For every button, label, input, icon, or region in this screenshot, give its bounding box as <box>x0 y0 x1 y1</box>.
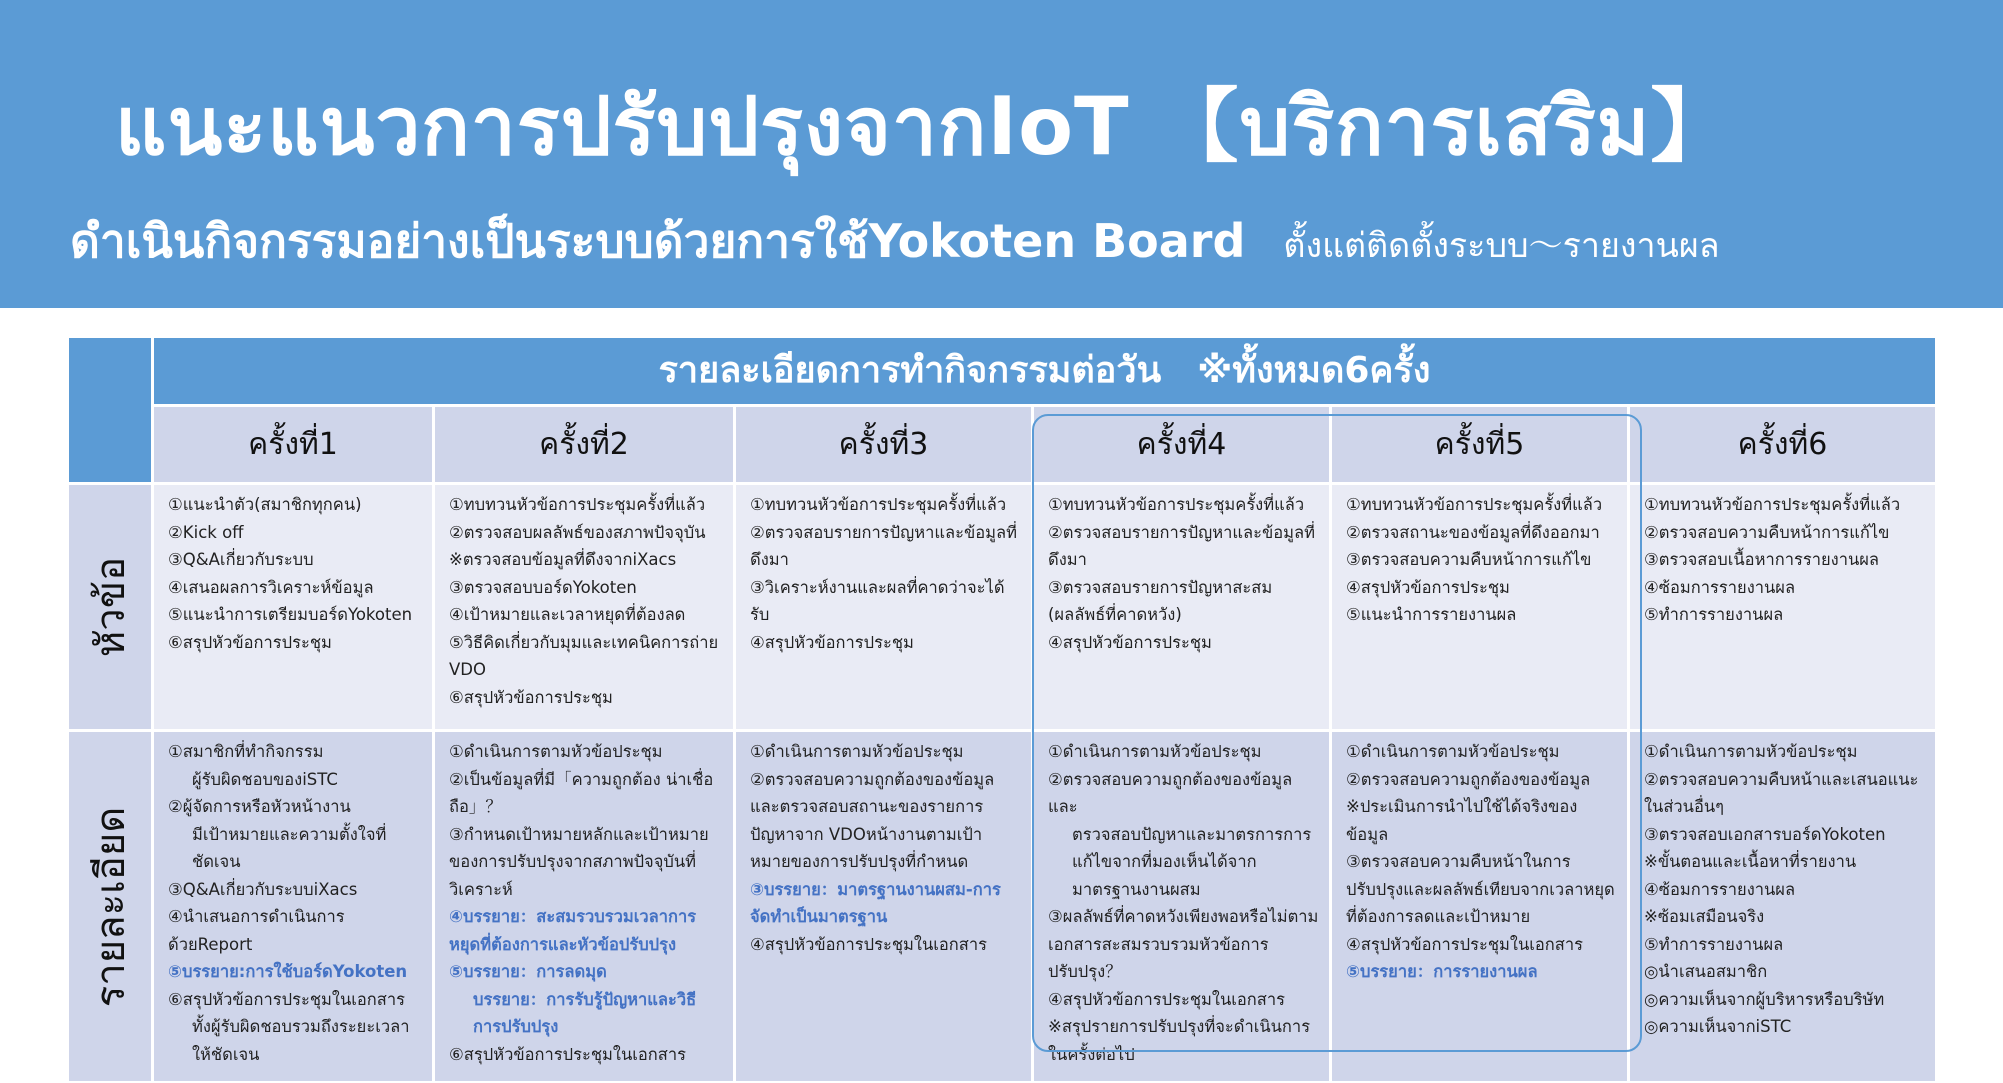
list-item: ①ดำเนินการตามหัวข้อประชุม <box>1048 742 1262 761</box>
list-item: ⑤แนะนำการรายงานผล <box>1346 605 1517 624</box>
list-item: ②ตรวจสอบความถูกต้องของข้อมูลและตรวจสอบสถานะของรายการปัญหาจาก VDOหน้างานตามเป้าหมายของการปรับปรุงที่กำหนด <box>750 769 995 871</box>
list-item: มีเป้าหมายและความตั้งใจที่ชัดเจน <box>192 824 387 871</box>
list-item: ⑥สรุปหัวข้อการประชุม <box>449 687 613 707</box>
list-item: ④บรรยาย：สะสมรวบรวมเวลาการหยุดที่ต้องการและหัวข้อปรับปรุง <box>449 907 697 954</box>
table-cell <box>1630 485 1935 729</box>
list-item: ※ขั้นตอนและเนื้อหาที่รายงาน <box>1644 852 1857 871</box>
list-item: ①ทบทวนหัวข้อการประชุมครั้งที่แล้ว <box>1346 495 1603 514</box>
page-subtitle <box>70 205 1720 278</box>
row-label-text: รายละเอียด <box>88 806 134 1007</box>
list-item: ⑤บรรยาย:การใช้บอร์ดYokoten <box>168 962 408 981</box>
list-item: ④สรุปหัวข้อการประชุม <box>1346 577 1510 597</box>
list-item: ③ตรวจสอบความคืบหน้าการแก้ไข <box>1346 550 1592 569</box>
list-item: ②ตรวจสอบความคืบหน้าการแก้ไข <box>1644 522 1890 542</box>
list-item: ②ตรวจสอบความคืบหน้าและเสนอแนะในส่วนอื่นๆ <box>1644 769 1919 816</box>
list-item: ◎นำเสนอสมาชิก <box>1644 962 1768 981</box>
list-item: ⑥สรุปหัวข้อการประชุมในเอกสาร <box>168 989 405 1009</box>
list-item: ③ตรวจสอบความคืบหน้าในการปรับปรุงและผลลัพธ์เทียบจากเวลาหยุดที่ต้องการลดและเป้าหมาย <box>1346 852 1615 926</box>
list-item: ③ผลลัพธ์ที่คาดหวังเพียงพอหรือไม่ตามเอกสารสะสมรวบรวมหัวข้อการปรับปรุง？ <box>1048 907 1319 981</box>
row-label-topics <box>69 485 151 729</box>
list-item: ①ดำเนินการตามหัวข้อประชุม <box>750 742 964 761</box>
list-item: ③ตรวจสอบรายการปัญหาสะสม (ผลลัพธ์ที่คาดหวัง) <box>1048 577 1278 624</box>
list-item: ③บรรยาย：มาตรฐานงานผสม-การจัดทำเป็นมาตรฐาน <box>750 879 1001 926</box>
list-item: ⑤บรรยาย：การรายงานผล <box>1346 962 1538 981</box>
column-header: ครั้งที่5 <box>1332 407 1627 482</box>
list-item: ⑤บรรยาย：การลดมุด <box>449 962 607 981</box>
table-cell <box>435 732 733 1081</box>
table-cell <box>1034 732 1329 1081</box>
list-item: ④สรุปหัวข้อการประชุม <box>750 632 914 652</box>
list-item: ⑤แนะนำการเตรียมบอร์ดYokoten <box>168 605 413 624</box>
page-title: แนะแนวการปรับปรุงจากIoT 【บริการเสริม】 <box>115 80 1732 173</box>
activity-table <box>69 338 1935 1081</box>
list-item: ②Kick off <box>168 522 244 542</box>
column-header: ครั้งที่3 <box>736 407 1031 482</box>
header-banner <box>0 0 2003 308</box>
subtitle-side: ตั้งแต่ติดตั้งระบบ～รายงานผล <box>1283 226 1720 266</box>
list-item: ⑤ทำการรายงานผล <box>1644 934 1784 954</box>
list-item: ④สรุปหัวข้อการประชุมในเอกสาร <box>750 934 987 954</box>
row-label-text: หัวข้อ <box>88 556 134 658</box>
list-item: ⑤ทำการรายงานผล <box>1644 605 1784 624</box>
list-item: ※ซ้อมเสมือนจริง <box>1644 907 1765 926</box>
list-item: ①ทบทวนหัวข้อการประชุมครั้งที่แล้ว <box>449 495 706 514</box>
column-header: ครั้งที่6 <box>1630 407 1935 482</box>
table-cell <box>1332 485 1627 729</box>
list-item: ①ดำเนินการตามหัวข้อประชุม <box>1346 742 1560 761</box>
list-item: ③ตรวจสอบเนื้อหาการรายงานผล <box>1644 550 1880 569</box>
list-item: ②ตรวจสอบรายการปัญหาและข้อมูลที่ดึงมา <box>750 522 1018 569</box>
list-item: ④ซ้อมการรายงานผล <box>1644 577 1796 597</box>
row-label-details <box>69 732 151 1081</box>
list-item: ①แนะนำตัว(สมาชิกทุกคน) <box>168 495 362 514</box>
list-item: ⑤วิธีคิดเกี่ยวกับมุมและเทคนิคการถ่าย VDO <box>449 632 724 679</box>
list-item: ④เสนอผลการวิเคราะห์ข้อมูล <box>168 577 374 597</box>
list-item: ②ตรวจสอบผลลัพธ์ของสภาพปัจจุบัน <box>449 522 706 542</box>
list-item: ④สรุปหัวข้อการประชุมในเอกสาร <box>1048 989 1285 1009</box>
list-item: ※ตรวจสอบข้อมูลที่ดึงจากiXacs <box>449 550 677 569</box>
list-item: ◎ความเห็นจากผู้บริหารหรือบริษัท <box>1644 989 1885 1009</box>
list-item: ②เป็นข้อมูลที่มี「ความถูกต้อง น่าเชื่อถือ」？ <box>449 769 714 816</box>
table-cell <box>1332 732 1627 1081</box>
list-item: ①ทบทวนหัวข้อการประชุมครั้งที่แล้ว <box>750 495 1007 514</box>
list-item: ①ดำเนินการตามหัวข้อประชุม <box>1644 742 1858 761</box>
list-item: บรรยาย：การรับรู้ปัญหาและวิธีการปรับปรุง <box>473 989 697 1036</box>
table-cell <box>154 485 432 729</box>
list-item: ④เป้าหมายและเวลาหยุดที่ต้องลด <box>449 605 686 624</box>
list-item: ①ดำเนินการตามหัวข้อประชุม <box>449 742 663 761</box>
list-item: ⑥สรุปหัวข้อการประชุมในเอกสาร <box>449 1044 686 1064</box>
list-item: ②ตรวจสอบความถูกต้องของข้อมูลและ <box>1048 769 1293 816</box>
list-item: ③กำหนดเป้าหมายหลักและเป้าหมายของการปรับปรุงจากสภาพปัจจุบันที่วิเคราะห์ <box>449 824 709 899</box>
list-item: ※ประเมินการนำไปใช้ได้จริงของข้อมูล <box>1346 797 1578 844</box>
list-item: ②ตรวจสอบรายการปัญหาและข้อมูลที่ดึงมา <box>1048 522 1316 569</box>
table-cell <box>1630 732 1935 1081</box>
list-item: ①ทบทวนหัวข้อการประชุมครั้งที่แล้ว <box>1048 495 1305 514</box>
list-item: ทั้งผู้รับผิดชอบรวมถึงระยะเวลาให้ชัดเจน <box>192 1017 410 1064</box>
table-banner: รายละเอียดการทำกิจกรรมต่อวัน ※ทั้งหมด6ครั้ง <box>154 338 1935 404</box>
table-cell <box>736 485 1031 729</box>
column-header: ครั้งที่1 <box>154 407 432 482</box>
table-cell <box>435 485 733 729</box>
table-corner <box>69 338 151 482</box>
list-item: ④สรุปหัวข้อการประชุม <box>1048 632 1212 652</box>
list-item: ④ซ้อมการรายงานผล <box>1644 879 1796 899</box>
list-item: ②ตรวจสอบความถูกต้องของข้อมูล <box>1346 769 1591 789</box>
table-cell <box>154 732 432 1081</box>
table-cell <box>736 732 1031 1081</box>
list-item: ③Q&Aเกี่ยวกับระบบiXacs <box>168 879 358 899</box>
list-item: ②ตรวจสถานะของข้อมูลที่ดึงออกมา <box>1346 522 1600 542</box>
list-item: ③วิเคราะห์งานและผลที่คาดว่าจะได้รับ <box>750 577 1005 624</box>
list-item: ④สรุปหัวข้อการประชุมในเอกสาร <box>1346 934 1583 954</box>
list-item: ②ผู้จัดการหรือหัวหน้างาน <box>168 797 351 816</box>
list-item: ตรวจสอบปัญหาและมาตรการการแก้ไขจากที่มองเห็นได้จากมาตรฐานงานผสม <box>1072 824 1312 899</box>
list-item: ①สมาชิกที่ทำกิจกรรม <box>168 742 324 761</box>
list-item: ③ตรวจสอบบอร์ดYokoten <box>449 577 637 597</box>
list-item: ③ตรวจสอบเอกสารบอร์ดYokoten <box>1644 824 1886 844</box>
list-item: ◎ความเห็นจากiSTC <box>1644 1017 1792 1036</box>
list-item: ผู้รับผิดชอบของiSTC <box>192 769 338 789</box>
list-item: ③Q&Aเกี่ยวกับระบบ <box>168 550 314 569</box>
column-header: ครั้งที่2 <box>435 407 733 482</box>
list-item: ④นำเสนอการดำเนินการด้วยReport <box>168 907 345 954</box>
list-item: ①ทบทวนหัวข้อการประชุมครั้งที่แล้ว <box>1644 495 1901 514</box>
table-cell <box>1034 485 1329 729</box>
column-header: ครั้งที่4 <box>1034 407 1329 482</box>
subtitle-main: ดำเนินกิจกรรมอย่างเป็นระบบด้วยการใช้Yokoten Board <box>70 214 1246 268</box>
list-item: ※สรุปรายการปรับปรุงที่จะดำเนินการในครั้งต่อไป <box>1048 1017 1311 1064</box>
list-item: ⑥สรุปหัวข้อการประชุม <box>168 632 332 652</box>
